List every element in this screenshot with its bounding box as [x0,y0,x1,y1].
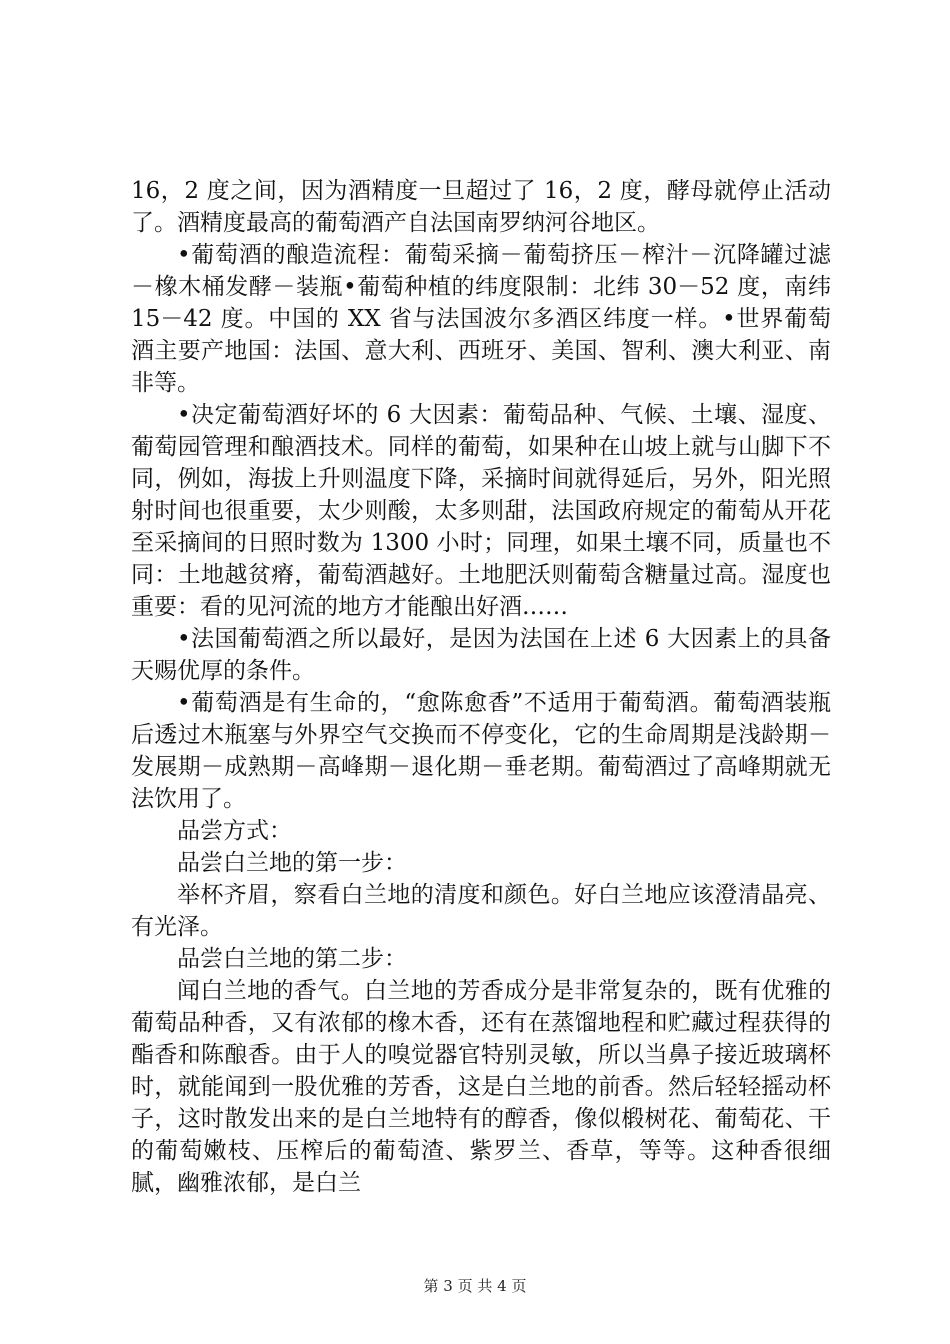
page-footer: 第 3 页 共 4 页 [423,1277,527,1295]
paragraph-1: 16，2 度之间，因为酒精度一旦超过了 16，2 度，酵母就停止活动了。酒精度最高的葡萄酒产自法国南罗纳河谷地区。 [131,178,831,236]
paragraph-3: •决定葡萄酒好坏的 6 大因素：葡萄品种、气候、土壤、湿度、葡萄园管理和酿酒技术。同样的葡萄，如果种在山坡上就与山脚下不同，例如，海拔上升则温度下降，采摘时间就得延后，另外，阳光照射时间也很重要，太少则酸，太多则甜，法国政府规定的葡萄从开花至采摘间的日照时数为 1300 小时；同理，如果土壤不同，质量也不同：土地越贫瘠，葡萄酒越好。土地肥沃则葡萄含糖量过高。湿度也重要：看的见河流的地方才能酿出好酒…… [131,402,831,620]
paragraph-4: •法国葡萄酒之所以最好，是因为法国在上述 6 大因素上的具备天赐优厚的条件。 [131,626,831,684]
document-body [131,175,831,1199]
paragraph-2: •葡萄酒的酿造流程：葡萄采摘－葡萄挤压－榨汁－沉降罐过滤－橡木桶发酵－装瓶•葡萄种植的纬度限制：北纬 30－52 度，南纬 15－42 度。中国的 XX 省与法国波尔多酒区纬度一样。•世界葡萄酒主要产地国：法国、意大利、西班牙、美国、智利、澳大利亚、南非等。 [131,242,831,396]
paragraph-6: 品尝方式： [177,818,292,844]
paragraph-10: 闻白兰地的香气。白兰地的芳香成分是非常复杂的，既有优雅的葡萄品种香，又有浓郁的橡木香，还有在蒸馏地程和贮藏过程获得的酯香和陈酿香。由于人的嗅觉器官特别灵敏，所以当鼻子接近玻璃杯时，就能闻到一股优雅的芳香，这是白兰地的前香。然后轻轻摇动杯子，这时散发出来的是白兰地特有的醇香，像似椴树花、葡萄花、干的葡萄嫩枝、压榨后的葡萄渣、紫罗兰、香草，等等。这种香很细腻，幽雅浓郁，是白兰 [131,978,831,1196]
paragraph-7: 品尝白兰地的第一步： [177,850,407,876]
paragraph-8: 举杯齐眉，察看白兰地的清度和颜色。好白兰地应该澄清晶亮、有光泽。 [131,882,831,940]
paragraph-5: •葡萄酒是有生命的，“愈陈愈香”不适用于葡萄酒。葡萄酒装瓶后透过木瓶塞与外界空气交换而不停变化，它的生命周期是浅龄期－发展期－成熟期－高峰期－退化期－垂老期。葡萄酒过了高峰期就无法饮用了。 [131,690,831,812]
paragraph-9: 品尝白兰地的第二步： [177,946,407,972]
